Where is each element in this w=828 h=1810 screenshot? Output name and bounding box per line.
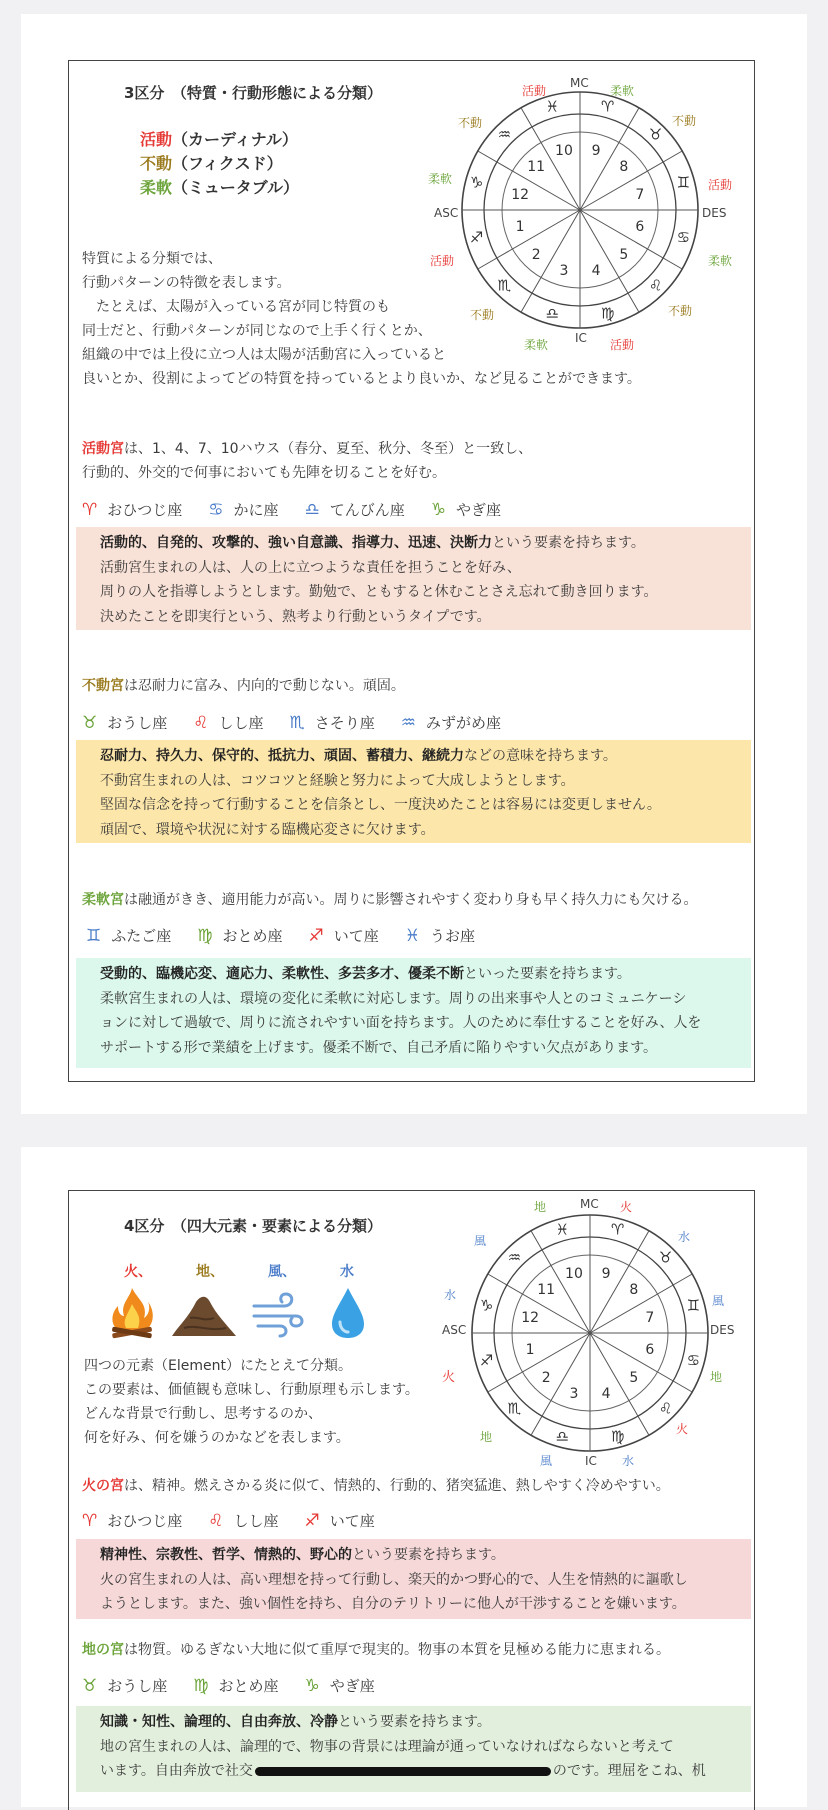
wheel-outer-label: 風: [712, 1294, 725, 1308]
libra-icon: ♎: [545, 304, 560, 323]
capricorn-icon: ♑: [469, 173, 484, 192]
house-number: 7: [645, 1309, 655, 1326]
house-number: 4: [601, 1385, 611, 1402]
wheel-spoke: [521, 210, 580, 312]
leo-icon: ♌: [208, 1510, 224, 1531]
wheel-spoke: [580, 210, 682, 269]
pisces-icon: ♓: [545, 97, 560, 116]
house-number: 4: [591, 262, 601, 279]
wheel-mc-label: MC: [570, 76, 589, 90]
gemini-icon: ♊: [686, 1296, 701, 1315]
page-title: 4区分 （四大元素・要素による分類）: [124, 1217, 382, 1235]
sagittarius-icon: ♐: [479, 1351, 494, 1370]
wheel-outer-label: 柔軟: [708, 254, 733, 268]
sagittarius-icon: ♐: [308, 925, 324, 946]
wheel-asc-label: ASC: [442, 1323, 467, 1337]
house-number: 12: [521, 1309, 540, 1326]
house-number: 5: [619, 246, 629, 263]
pisces-icon: ♓: [404, 925, 421, 946]
house-number: 12: [511, 186, 530, 203]
fixed-info-box: 忍耐力、持久力、保守的、抵抗力、頑固、蓄積力、継続力などの意味を持ちます。 不動宮生まれの人は、コツコツと経験と努力によって大成しようとします。 堅固な信念を持って行動することを信条とし、一度決めたことは容易には変更しません。 頑固で、環境や状況に対する臨機応変さに欠けます。: [76, 740, 751, 843]
wheel-des-label: DES: [702, 206, 727, 220]
house-number: 2: [541, 1369, 551, 1386]
libra-icon: ♎: [555, 1427, 570, 1446]
mutable-info-box: 受動的、臨機応変、適応力、柔軟性、多芸多才、優柔不断といった要素を持ちます。 柔軟宮生まれの人は、環境の変化に柔軟に対応します。周りの出来事や人とのコミュニケーシ ョンに対して過敏で、周りに流されやすい面を持ちます。人のために奉仕することを好み、人を サポートする形で業績を上げます。優柔不断で、自己矛盾に陥りやすい欠点があります。: [76, 958, 751, 1068]
wheel-outer-label: 活動: [522, 84, 547, 98]
house-number: 9: [591, 143, 601, 160]
wheel-spoke: [478, 210, 580, 269]
house-number: 7: [635, 186, 645, 203]
house-number: 8: [629, 1282, 639, 1299]
aquarius-icon: ♒: [507, 1248, 522, 1267]
house-number: 2: [531, 246, 541, 263]
wind-icon: [250, 1290, 306, 1340]
wheel-outer-label: 不動: [470, 308, 495, 322]
legend-cardinal: 活動（カーディナル）: [140, 130, 298, 149]
wheel-outer-label: 柔軟: [428, 172, 453, 186]
house-number: 1: [515, 219, 525, 236]
house-number: 10: [565, 1266, 583, 1283]
wheel-outer-label: 地: [710, 1370, 723, 1384]
scorpio-icon: ♏: [507, 1399, 522, 1418]
wheel-outer-label: 火: [676, 1422, 689, 1436]
earth-icon: [170, 1288, 238, 1340]
mutable-signs: ♊ ふたご座 ♍ おとめ座 ♐ いて座 ♓ うお座: [86, 925, 476, 946]
capricorn-icon: ♑: [430, 499, 447, 520]
wheel-spoke: [488, 1333, 590, 1392]
wheel-outer-label: 水: [444, 1288, 457, 1302]
taurus-icon: ♉: [82, 1675, 98, 1696]
capricorn-icon: ♑: [304, 1675, 320, 1696]
house-number: 8: [619, 159, 629, 176]
fire-icon: [104, 1284, 160, 1340]
wheel-outer-label: 柔軟: [610, 84, 635, 98]
virgo-icon: ♍: [610, 1427, 625, 1446]
taurus-icon: ♉: [658, 1248, 673, 1267]
virgo-icon: ♍: [193, 1675, 209, 1696]
wheel-spoke: [590, 1274, 692, 1333]
aquarius-icon: ♒: [497, 125, 512, 144]
cancer-icon: ♋: [686, 1351, 701, 1370]
earth-description: 地の宮は物質。ゆるぎない大地に似て重厚で現実的。物事の本質を見極める能力に恵まれる。: [82, 1642, 670, 1658]
wheel-spoke: [590, 1333, 649, 1435]
wheel-outer-label: 活動: [708, 178, 733, 192]
intro-text: 四つの元素（Element）にたとえて分類。 この要素は、価値観も意味し、行動原理も示します。 どんな背景で行動し、思考するのか、 何を好み、何を嫌うのかなどを表します。: [84, 1358, 419, 1446]
wheel-outer-label: 火: [620, 1200, 633, 1214]
cardinal-signs: ♈ おひつじ座 ♋ かに座 ♎ てんびん座 ♑ やぎ座: [82, 499, 502, 520]
intro-text: 特質による分類では、 行動パターンの特徴を表します。 たとえば、太陽が入っている宮が同じ特質のも 同士だと、行動パターンが同じなので上手く行くとか、 組織の中では上役に立つ人は太陽が活動宮に入っていると 良いとか、役割によってどの特質を持っているとより良いか、など見ることができます。: [82, 251, 641, 387]
wheel-outer-label: 不動: [668, 304, 693, 318]
taurus-icon: ♉: [82, 712, 98, 733]
wheel-spoke: [590, 1231, 649, 1333]
earth-signs: ♉ おうし座 ♍ おとめ座 ♑ やぎ座: [82, 1675, 375, 1696]
wheel-spoke: [580, 151, 682, 210]
fixed-description: 不動宮は忍耐力に富み、内向的で動じない。頑固。: [82, 678, 405, 694]
libra-icon: ♎: [304, 499, 320, 520]
zodiac-wheel-elements: [442, 1197, 735, 1468]
aquarius-icon: ♒: [400, 712, 417, 733]
wheel-outer-label: 水: [678, 1230, 691, 1244]
wheel-outer-label: 柔軟: [524, 338, 549, 352]
wheel-spoke: [580, 108, 639, 210]
aries-icon: ♈: [610, 1220, 625, 1239]
aries-icon: ♈: [82, 499, 98, 520]
fire-signs: ♈ おひつじ座 ♌ しし座 ♐ いて座: [82, 1510, 375, 1531]
scorpio-icon: ♏: [497, 276, 512, 295]
sagittarius-icon: ♐: [469, 228, 484, 247]
leo-icon: ♌: [193, 712, 209, 733]
house-number: 1: [525, 1342, 535, 1359]
cardinal-info-box: 活動的、自発的、攻撃的、強い自意識、指導力、迅速、決断力という要素を持ちます。 活動宮生まれの人は、人の上に立つような責任を担うことを好み、 周りの人を指導しようとします。勤勉で、ともすると休むことさえ忘れて動き回ります。 決めたことを即実行という、熟考より行動というタイプです。: [76, 527, 751, 630]
wheel-outer-label: 火: [442, 1370, 456, 1385]
pisces-icon: ♓: [555, 1220, 570, 1239]
house-number: 5: [629, 1369, 639, 1386]
aries-icon: ♈: [600, 97, 615, 116]
house-number: 3: [559, 262, 569, 279]
wheel-spoke: [531, 1333, 590, 1435]
water-drop-icon: [330, 1286, 366, 1340]
house-number: 3: [569, 1385, 579, 1402]
wheel-outer-label: 不動: [672, 114, 697, 128]
house-number: 6: [645, 1342, 655, 1359]
cancer-icon: ♋: [208, 499, 224, 520]
wheel-asc-label: ASC: [434, 206, 459, 220]
redacted-scribble: [255, 1767, 551, 1776]
house-number: 11: [527, 159, 546, 176]
leo-icon: ♌: [658, 1399, 673, 1418]
leo-icon: ♌: [648, 276, 663, 295]
cancer-icon: ♋: [676, 228, 691, 247]
gemini-icon: ♊: [86, 925, 102, 946]
house-number: 10: [555, 143, 573, 160]
house-number: 11: [537, 1282, 556, 1299]
zodiac-wheel-svg: [470, 1213, 710, 1453]
wheel-spoke: [590, 1333, 692, 1392]
wheel-outer-label: 風: [474, 1234, 487, 1248]
sagittarius-icon: ♐: [304, 1510, 320, 1531]
capricorn-icon: ♑: [479, 1296, 494, 1315]
wheel-outer-label: 活動: [430, 254, 455, 268]
legend-fixed: 不動（フィクスド）: [140, 154, 283, 173]
wheel-outer-label: 不動: [458, 116, 483, 130]
page-title: 3区分 （特質・行動形態による分類）: [124, 84, 382, 102]
wheel-outer-label: 地: [480, 1430, 493, 1444]
fixed-signs: ♉ おうし座 ♌ しし座 ♏ さそり座 ♒ みずがめ座: [82, 712, 502, 733]
quality-legend: [140, 128, 299, 200]
virgo-icon: ♍: [197, 925, 213, 946]
mutable-description: 柔軟宮は融通がきき、適用能力が高い。周りに影響されやすく変わり身も早く持久力にも欠ける。: [82, 892, 698, 908]
aries-icon: ♈: [82, 1510, 98, 1531]
gemini-icon: ♊: [676, 173, 691, 192]
wheel-des-label: DES: [710, 1323, 735, 1337]
fire-info-box: 精神性、宗教性、哲学、情熱的、野心的という要素を持ちます。 火の宮生まれの人は、高い理想を持って行動し、楽天的かつ野心的で、人生を情熱的に謳歌し ようとします。また、強い個性を持ち、自分のテリトリーに他人が干渉することを嫌います。: [76, 1539, 751, 1619]
fire-description: 火の宮は、精神。燃えさかる炎に似て、情熱的、行動的、猪突猛進、熱しやすく冷めやすい。: [82, 1478, 670, 1494]
virgo-icon: ♍: [600, 304, 615, 323]
zodiac-wheel-svg: [460, 90, 700, 330]
wheel-ic-label: IC: [575, 331, 587, 345]
cardinal-description: 活動宮は、1、4、7、10ハウス（春分、夏至、秋分、冬至）と一致し、 行動的、外交的で何事においても先陣を切ることを好む。: [82, 441, 533, 481]
wheel-ic-label: IC: [585, 1454, 597, 1468]
wheel-outer-label: 地: [534, 1200, 547, 1214]
wheel-outer-label: 活動: [610, 338, 635, 352]
taurus-icon: ♉: [648, 125, 663, 144]
legend-mutable: 柔軟（ミュータブル）: [140, 178, 300, 197]
scorpio-icon: ♏: [289, 712, 305, 733]
wheel-mc-label: MC: [580, 1197, 599, 1211]
wheel-outer-label: 風: [540, 1454, 553, 1468]
wheel-outer-label: 水: [622, 1454, 635, 1468]
house-number: 9: [601, 1266, 611, 1283]
earth-info-box: 知識・知性、論理的、自由奔放、冷静という要素を持ちます。 地の宮生まれの人は、論理的で、物事の背景には理論が通っていなければならないと考えて います。自由奔放で社交 のです。理屈をこね、机: [76, 1706, 751, 1792]
house-number: 6: [635, 219, 645, 236]
wheel-spoke: [580, 210, 639, 312]
